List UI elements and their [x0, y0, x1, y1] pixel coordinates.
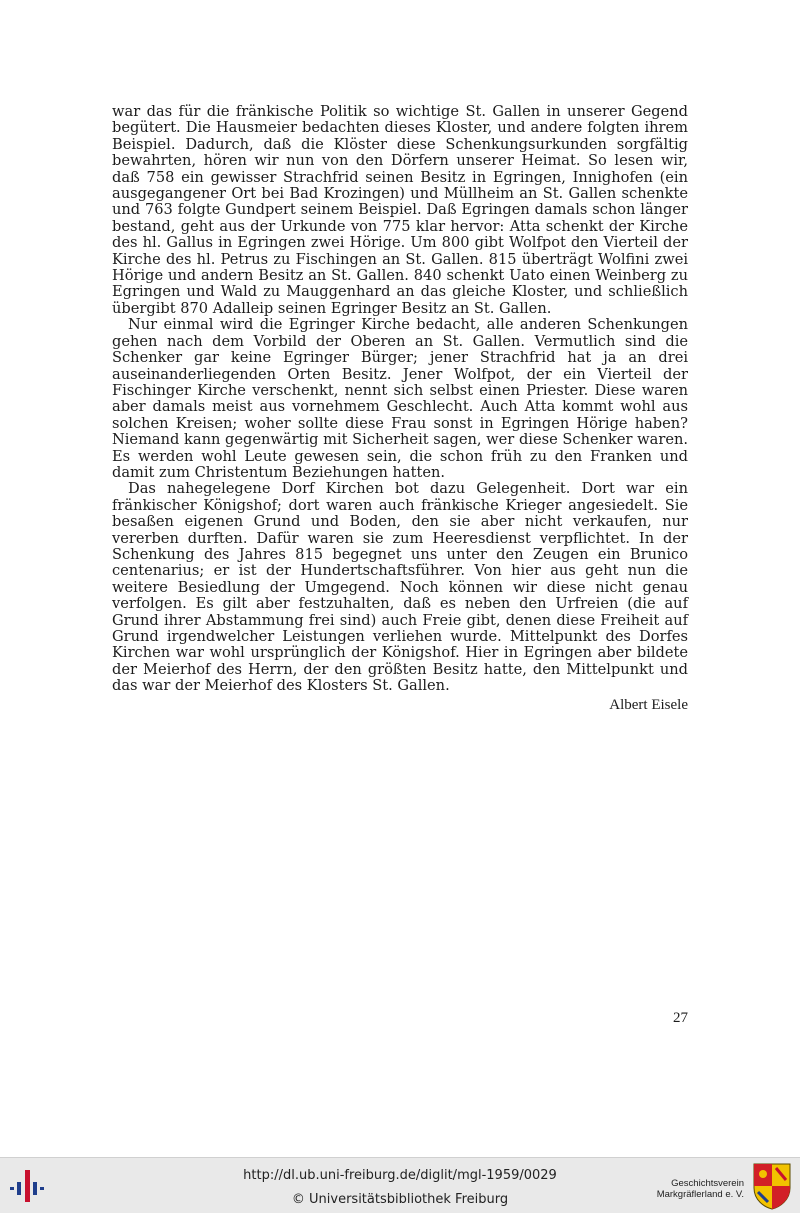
document-url[interactable]: http://dl.ub.uni-freiburg.de/diglit/mgl-1959/0029: [243, 1168, 557, 1183]
page-number: 27: [673, 1010, 688, 1026]
society-name: [657, 1178, 744, 1200]
viewer-footer: [0, 1157, 800, 1213]
article-body: [112, 104, 688, 713]
society-name-line-2: Markgräflerland e. V.: [656, 1189, 744, 1200]
coat-of-arms-icon: [752, 1162, 792, 1210]
article-paragraph-1: war das für die fränkische Politik so wichtige St. Gallen in unserer Gegend begütert. Die Hausmeier bedachten dieses Kloster, und andere folgten ihrem Beispiel. Dadurch, daß die Klöster diese Schenkungsurkunden sorgfältig bewahrten, hören wir nun von den Dörfern unserer Heimat. So lesen wir, daß 758 ein gewisser Strachfrid seinen Besitz in Egringen, Innighofen (ein ausgegangener Ort bei Bad Krozingen) und Müllheim an St. Gallen schenkte und 763 folgte Gundpert seinem Beispiel. Daß Egringen damals schon länger bestand, geht aus der Urkunde von 775 klar hervor: Atta schenkt der Kirche des hl. Gallus in Egringen zwei Hörige. Um 800 gibt Wolfpot den Vierteil der Kirche des hl. Petrus zu Fischingen an St. Gallen. 815 überträgt Wolfini zwei Hörige und andern Besitz an St. Gallen. 840 schenkt Uato einen Weinberg zu Egringen und Wald zu Mauggenhard an das gleiche Kloster, und schließlich übergibt 870 Adalleip seinen Egringer Besitz an St. Gallen.: [112, 103, 688, 317]
article-author: Albert Eisele: [609, 696, 688, 713]
article-paragraph-3: Das nahegelegene Dorf Kirchen bot dazu Gelegenheit. Dort war ein fränkischer Königshof; dort waren auch fränkische Krieger angesiedelt. Sie besaßen eigenen Grund und Boden, den sie aber nicht verkaufen, nur vererben durften. Dafür waren sie zum Heeresdienst verpflichtet. In der Schenkung des Jahres 815 begegnet uns unter den Zeugen ein Brunico centenarius; er ist der Hundertschaftsführer. Von hier aus geht nun die weitere Besiedlung der Umgegend. Noch können wir diese nicht genau verfolgen. Es gilt aber festzuhalten, daß es neben den Urfreien (die auf Grund ihrer Abstammung frei sind) auch Freie gibt, denen diese Freiheit auf Grund irgendwelcher Leistungen verliehen wurde. Mittelpunkt des Dorfes Kirchen war wohl ursprünglich der Königshof. Hier in Egringen aber bildete der Meierhof des Herrn, der den größten Besitz hatte, den Mittelpunkt und das war der Meierhof des Klosters St. Gallen.: [112, 480, 688, 695]
article-paragraph-2: Nur einmal wird die Egringer Kirche bedacht, alle anderen Schenkungen gehen nach dem Vorbild der Oberen an St. Gallen. Vermutlich sind die Schenker gar keine Egringer Bürger; jener Strachfrid hat ja an drei auseinanderliegenden Orten Besitz. Jener Wolfpot, der ein Vierteil der Fischinger Kirche verschenkt, nennt sich selbst einen Priester. Diese waren aber damals meist aus vornehmem Geschlecht. Auch Atta kommt wohl aus solchen Kreisen; woher sollte diese Frau sonst in Egringen Hörige haben? Niemand kann gegenwärtig mit Sicherheit sagen, wer diese Schenker waren. Es werden wohl Leute gewesen sein, die schon früh zu den Franken und damit zum Christentum Beziehungen hatten.: [112, 316, 688, 481]
society-name-line-1: Geschichtsverein: [671, 1178, 744, 1189]
copyright-notice: © Universitätsbibliothek Freiburg: [291, 1192, 509, 1207]
